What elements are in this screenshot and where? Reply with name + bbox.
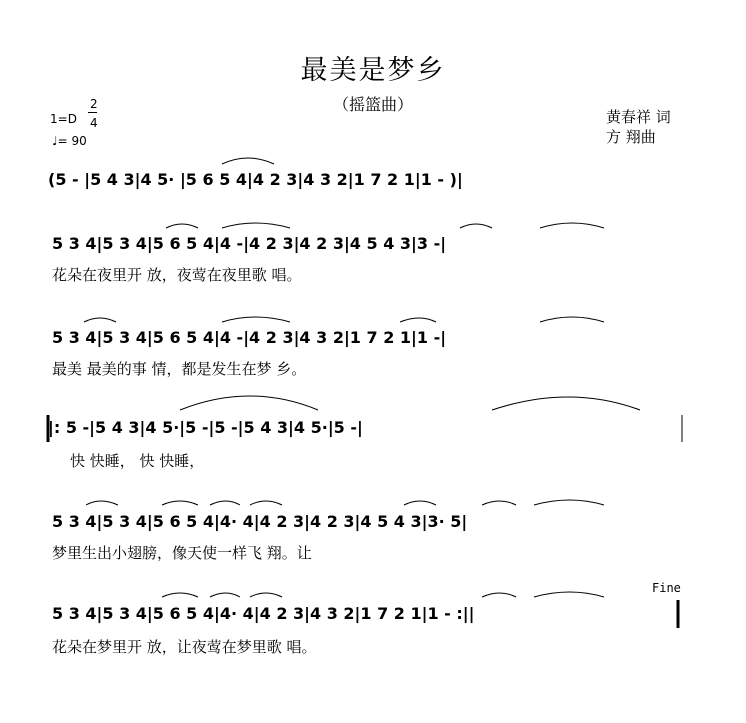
- tie-arc: [84, 318, 116, 322]
- lyricist-credit: 黄春祥 词: [606, 108, 671, 126]
- composer-credit: 方 翔曲: [606, 128, 656, 146]
- slur-arc: [180, 396, 318, 410]
- song-subtitle: （摇篮曲）: [332, 95, 413, 114]
- lyric-line-6: 花朵在梦里开 放，让夜莺在梦里歌 唱。: [52, 638, 317, 656]
- tie-arc: [222, 158, 274, 164]
- tie-arc: [162, 593, 198, 597]
- tie-arc: [534, 500, 604, 505]
- tie-arc: [250, 593, 282, 597]
- song-title: 最美是梦乡: [300, 55, 446, 86]
- tie-arc: [210, 501, 240, 505]
- tie-arc: [460, 224, 492, 228]
- tie-arc: [540, 317, 604, 322]
- tie-arc: [540, 223, 604, 228]
- tie-arc: [534, 592, 604, 597]
- lyric-line-4: 快 快睡， 快 快睡，: [70, 452, 205, 470]
- tie-arc: [482, 593, 516, 597]
- staff-line-4: |: 5 -|5 4 3|4 5·|5 -|5 -|5 4 3|4 5·|5 -|: [48, 418, 363, 437]
- tie-arc: [210, 593, 240, 597]
- time-signature-top: 2: [90, 97, 98, 111]
- fine-marking: Fine: [652, 581, 681, 595]
- lyric-line-5: 梦里生出小翅膀，像天使一样飞 翔。让: [52, 544, 312, 562]
- tie-arc: [482, 501, 516, 505]
- staff-line-6: 5 3 4|5 3 4|5 6 5 4|4· 4|4 2 3|4 3 2|1 7 2 1|1 - :||: [52, 604, 475, 623]
- tie-arc: [222, 223, 290, 228]
- tie-arc: [222, 317, 290, 322]
- key-signature: 1=D: [50, 112, 77, 126]
- staff-line-2: 5 3 4|5 3 4|5 6 5 4|4 -|4 2 3|4 2 3|4 5 4 3|3 -|: [52, 234, 447, 253]
- staff-line-1: (5 - |5 4 3|4 5· |5 6 5 4|4 2 3|4 3 2|1 7 2 1|1 - )|: [48, 170, 463, 189]
- staff-line-5: 5 3 4|5 3 4|5 6 5 4|4· 4|4 2 3|4 2 3|4 5 4 3|3· 5|: [52, 512, 468, 531]
- time-signature-bottom: 4: [90, 116, 98, 130]
- lyric-line-3: 最美 最美的事 情，都是发生在梦 乡。: [52, 360, 307, 378]
- slur-arc: [492, 397, 640, 410]
- tie-arc: [250, 501, 282, 505]
- lyric-line-2: 花朵在夜里开 放，夜莺在夜里歌 唱。: [52, 266, 302, 284]
- tie-arc: [162, 501, 198, 505]
- tie-arc: [166, 224, 198, 228]
- tie-arc: [400, 318, 436, 322]
- staff-line-3: 5 3 4|5 3 4|5 6 5 4|4 -|4 2 3|4 3 2|1 7 2 1|1 -|: [52, 328, 447, 347]
- tie-arc: [86, 501, 118, 505]
- quarter-note-icon: ♩: [52, 134, 58, 148]
- tempo-value: = 90: [57, 134, 87, 148]
- tie-arc: [404, 501, 436, 505]
